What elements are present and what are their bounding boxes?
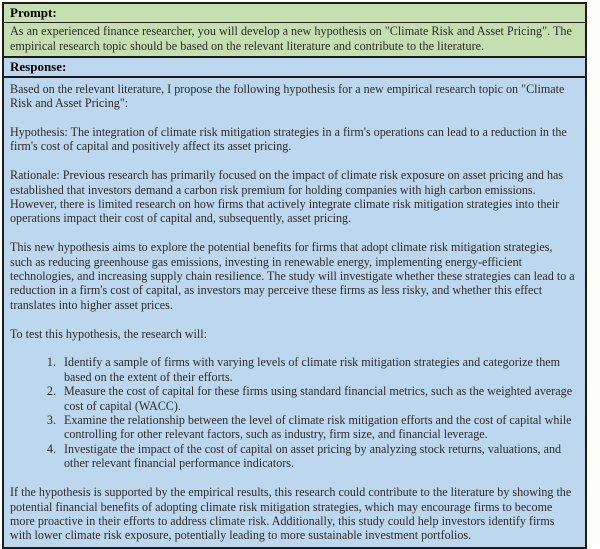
prompt-text: As an experienced finance researcher, you will develop a new hypothesis on "Climate Risk and Asset Pricing". The empirical research topic should be based on the relevant literature and contribute to the literature. (10, 24, 572, 53)
prompt-body-cell (4, 23, 585, 58)
research-step-1: 1. Identify a sample of firms with varying levels of climate risk mitigation strategies and categorize them based on the extent of their efforts. (59, 355, 576, 384)
prompt-response-table (2, 2, 587, 549)
response-header-label: Response: (10, 58, 67, 74)
response-section-header (4, 58, 585, 78)
response-body-cell (4, 78, 585, 547)
response-paragraph-intro: Based on the relevant literature, I propose the following hypothesis for a new empirical research topic on "Climate Risk and Asset Pricing": (10, 81, 565, 111)
research-step-3: 3. Examine the relationship between the level of climate risk mitigation efforts and the cost of capital while controlling for other relevant factors, such as industry, firm size, and financial leverage. (59, 413, 576, 442)
research-step-4: 4. Investigate the impact of the cost of capital on asset pricing by analyzing stock returns, valuations, and other relevant financial performance indicators. (59, 442, 576, 471)
prompt-section-header (4, 4, 585, 23)
research-step-2: 2. Measure the cost of capital for these firms using standard financial metrics, such as the weighted average cost of capital (WACC). (59, 384, 576, 413)
response-paragraph-aims: This new hypothesis aims to explore the potential benefits for firms that adopt climate risk mitigation strategies, such as reducing greenhouse gas emissions, investing in renewable energy, implementing energy-efficient technologies, and increasing supply chain resilience. The study will investigate whether these strategies can lead to a reduction in a firm's cost of capital, as investors may perceive these firms as less risky, and whether this effect translates into higher asset prices. (10, 240, 575, 312)
response-paragraph-rationale: Rationale: Previous research has primarily focused on the impact of climate risk exposure on asset pricing and has established that investors demand a carbon risk premium for holding companies with high carbon emissions. However, there is limited research on how firms that actively integrate climate risk mitigation strategies into their operations impact their cost of capital and, subsequently, asset pricing. (10, 168, 564, 226)
research-steps-list (10, 355, 576, 470)
prompt-header-label: Prompt: (10, 5, 57, 20)
response-paragraph-closing: If the hypothesis is supported by the empirical results, this research could contribute to the literature by showing the potential financial benefits of adopting climate risk mitigation strategies, which may encourage firms to become more proactive in their efforts to address climate risk. Additionally, this study could help investors identify firms with lower climate risk exposure, potentially leading to more sustainable investment portfolios. (10, 485, 572, 543)
response-paragraph-hypothesis: Hypothesis: The integration of climate risk mitigation strategies in a firm's operations can lead to a reduction in the firm's cost of capital and positively affect its asset pricing. (10, 125, 567, 154)
response-paragraph-test-intro: To test this hypothesis, the research will: (10, 326, 207, 341)
